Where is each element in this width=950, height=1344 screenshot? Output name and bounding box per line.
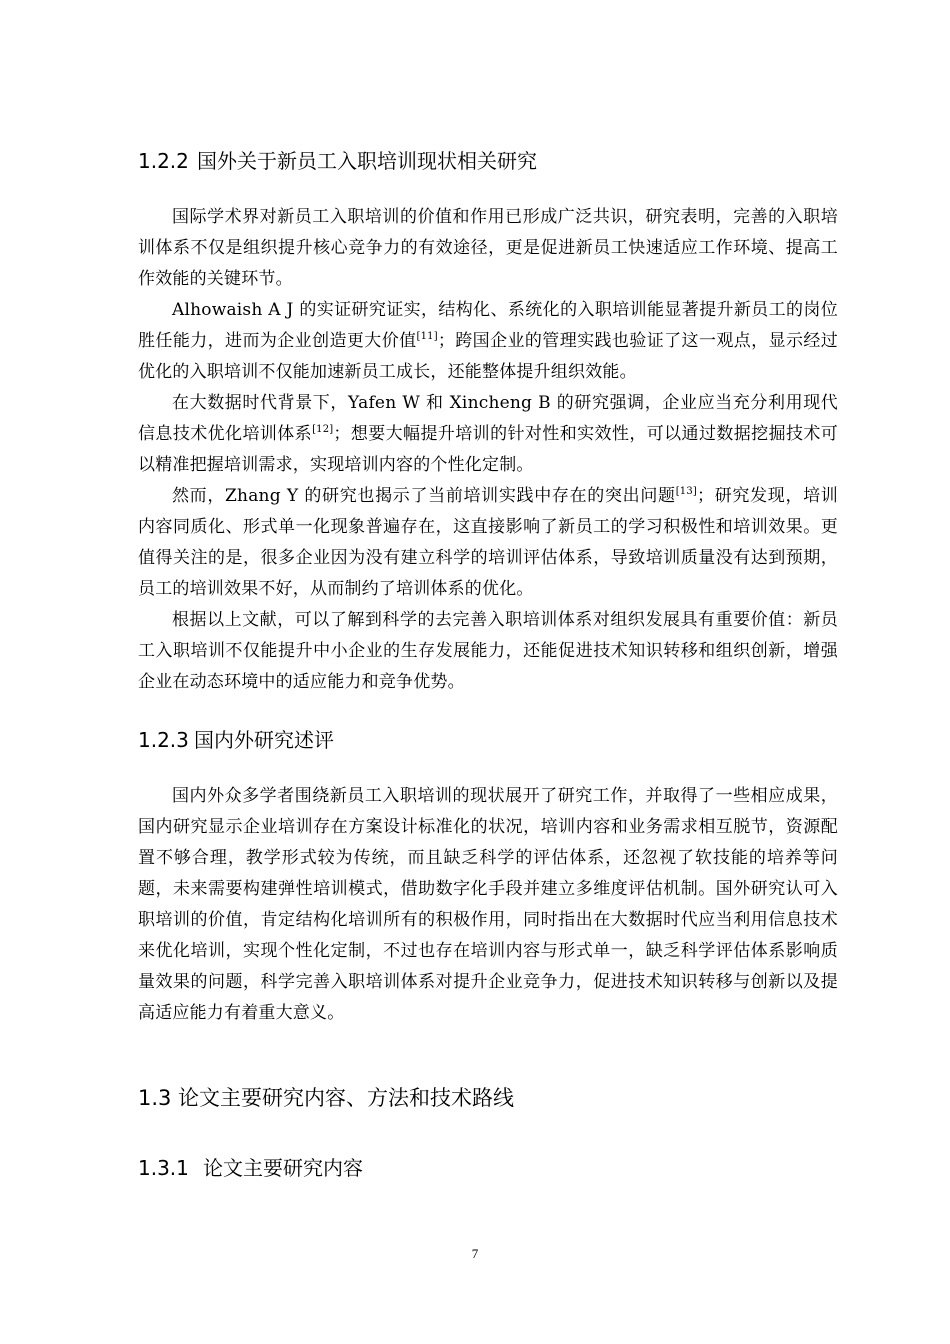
paragraph <box>138 481 838 605</box>
paragraph-text: 然而，Zhang Y 的研究也揭示了当前培训实践中存在的突出问题 <box>172 486 676 506</box>
paragraph <box>138 781 838 1029</box>
citation: [12] <box>312 424 334 435</box>
section-number: 1.3 <box>138 1086 172 1110</box>
page-number: 7 <box>471 1246 479 1261</box>
section-heading-1-3 <box>138 1084 514 1112</box>
paragraph <box>138 295 838 388</box>
paragraph-text: Alhowaish A J 的实证研究证实，结构化、系统化的入职培训能显著提升新员工的岗位胜任能力，进而为企业创造更大价值 <box>138 300 838 351</box>
paragraph <box>138 202 838 295</box>
section-heading-1-2-2 <box>138 147 537 175</box>
paragraph-text: 国际学术界对新员工入职培训的价值和作用已形成广泛共识，研究表明，完善的入职培训体系不仅是组织提升核心竞争力的有效途径，更是促进新员工快速适应工作环境、提高工作效能的关键环节。 <box>138 207 838 289</box>
section-title: 国外关于新员工入职培训现状相关研究 <box>197 149 537 173</box>
section-title: 论文主要研究内容、方法和技术路线 <box>178 1086 514 1110</box>
section-number: 1.2.3 <box>138 728 189 752</box>
section-heading-1-3-1 <box>138 1154 363 1182</box>
paragraph-text: ；跨国企业的管理实践也验证了这一观点，显示经过优化的入职培训不仅能加速新员工成长，还能整体提升组织效能。 <box>138 331 838 382</box>
paragraph-text: ；研究发现，培训内容同质化、形式单一化现象普遍存在，这直接影响了新员工的学习积极性和培训效果。更值得关注的是，很多企业因为没有建立科学的培训评估体系，导致培训质量没有达到预期，员工的培训效果不好，从而制约了培训体系的优化。 <box>138 486 839 599</box>
citation: [11] <box>416 331 438 342</box>
citation: [13] <box>675 486 698 497</box>
paragraph-text: 在大数据时代背景下，Yafen W 和 Xincheng B 的研究强调，企业应当充分利用现代信息技术优化培训体系 <box>138 393 838 444</box>
paragraph-text: ；想要大幅提升培训的针对性和实效性，可以通过数据挖掘技术可以精准把握培训需求，实现培训内容的个性化定制。 <box>138 424 838 475</box>
section-heading-1-2-3 <box>138 726 334 754</box>
section-title: 国内外研究述评 <box>194 728 334 752</box>
paragraph-text: 根据以上文献，可以了解到科学的去完善入职培训体系对组织发展具有重要价值：新员工入职培训不仅能提升中小企业的生存发展能力，还能促进技术知识转移和组织创新，增强企业在动态环境中的适应能力和竞争优势。 <box>138 610 838 692</box>
section-number: 1.3.1 <box>138 1156 189 1180</box>
paragraph <box>138 605 838 698</box>
section-number: 1.2.2 <box>138 149 189 173</box>
paragraph-text: 国内外众多学者围绕新员工入职培训的现状展开了研究工作，并取得了一些相应成果，国内研究显示企业培训存在方案设计标准化的状况，培训内容和业务需求相互脱节，资源配置不够合理，教学形式较为传统，而且缺乏科学的评估体系，还忽视了软技能的培养等问题，未来需要构建弹性培训模式，借助数字化手段并建立多维度评估机制。国外研究认可入职培训的价值，肯定结构化培训所有的积极作用，同时指出在大数据时代应当利用信息技术来优化培训，实现个性化定制，不过也存在培训内容与形式单一，缺乏科学评估体系影响质量效果的问题，科学完善入职培训体系对提升企业竞争力，促进技术知识转移与创新以及提高适应能力有着重大意义。 <box>138 786 838 1023</box>
paragraph <box>138 388 838 481</box>
section-title: 论文主要研究内容 <box>203 1156 363 1180</box>
